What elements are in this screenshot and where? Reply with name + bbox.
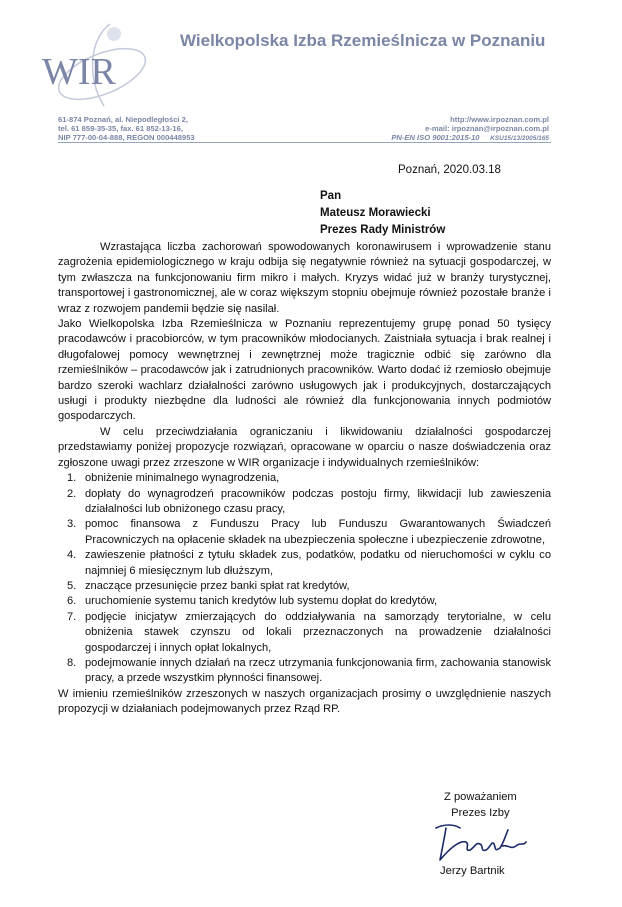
list-item-number: 7. [67, 610, 77, 623]
closing-block [444, 790, 517, 821]
logo-lettering: WIR [42, 51, 116, 93]
letter-date: Poznań, 2020.03.18 [398, 164, 501, 176]
list-item-text: zawieszenie płatności z tytułu składek zus, podatków, podatku od nieruchomości w cyklu co najmniej 6 miesięcznym lub dłuższym, [85, 549, 551, 577]
proposals-list [58, 471, 551, 687]
list-item-text: znaczące przesunięcie przez banki spłat rat kredytów, [85, 579, 350, 592]
phone-line: tel. 61 859-35-35, fax. 61 852-13-16, [58, 124, 183, 134]
list-item-number: 1. [67, 472, 77, 485]
paragraph-proposals: W celu przeciwdziałania ograniczaniu i likwidowaniu działalności gospodarczej przedstawiamy poniżej propozycje rozwiązań, opracowane w oparciu o nasze doświadczenia oraz zgłoszone uwagi przez zrzeszone w WIR organizacje i indywidualnych rzemieślników: [58, 425, 551, 469]
list-item [58, 471, 551, 486]
organization-name: Wielkopolska Izba Rzemieślnicza w Poznaniu [180, 31, 546, 50]
list-item-text: uruchomienie systemu tanich kredytów lub systemu dopłat do kredytów, [85, 595, 438, 608]
addressee-title: Prezes Rady Ministrów [320, 224, 446, 236]
list-item [58, 610, 551, 656]
list-item [58, 656, 551, 687]
tax-id-line: NIP 777-00-04-888, REGON 000448953 [58, 133, 195, 143]
list-item-number: 4. [67, 549, 77, 562]
closing-role: Prezes Izby [451, 806, 510, 819]
list-item-number: 5. [67, 579, 77, 592]
addressee-name: Mateusz Morawiecki [320, 207, 431, 219]
letterhead-contact [391, 115, 549, 144]
closing-regards: Z poważaniem [444, 791, 517, 803]
addressee-salutation: Pan [320, 190, 342, 202]
list-item [58, 517, 551, 548]
list-item [58, 594, 551, 609]
letter-body [58, 240, 551, 718]
paragraph-request: W imieniu rzemieślników zrzeszonych w naszych organizacjach prosimy o uwzględnienie naszych propozycji w działaniach podejmowanych przez Rząd RP. [58, 687, 551, 716]
website-link[interactable]: http://www.irpoznan.com.pl [450, 115, 549, 124]
list-item-text: podjęcie inicjatyw zmierzających do oddziaływania na samorządy terytorialne, w celu obniżenia stawek czynszu od lokali przeznaczonych na prowadzenie działalności gospodarczej i innych opłat lokalnych, [85, 610, 551, 654]
list-item [58, 579, 551, 594]
paragraph-representation: Jako Wielkopolska Izba Rzemieślnicza w Poznaniu reprezentujemy grupę ponad 50 tysięcy pracodawców i pracobiorców, w tym pracowników młodocianych. Zaistniała sytuacja i brak realnej i długofalowej pomocy wewnętrznej i zewnętrznej może tragicznie odbić się zarówno dla rzemieślników – pracodawców jak i zatrudnionych pracowników. Warto dodać iż rzemiosło obejmuje bardzo szeroki wachlarz działalności zarówno usługowych jak i produkcyjnych, dostarczających usługi i produkty niezbędne dla ludności ale również dla funkcjonowania innych podmiotów gospodarczych. [58, 318, 551, 423]
list-item-text: podejmowanie innych działań na rzecz utrzymania funkcjonowania firm, zachowania stanowisk pracy, a przede wszystkim płynności finansowej. [85, 656, 551, 685]
addressee-block [320, 188, 445, 239]
list-item-number: 2. [67, 487, 77, 500]
email-link[interactable]: e-mail: irpoznan@irpoznan.com.pl [425, 124, 549, 134]
list-item-text: obniżenie minimalnego wynagrodzenia, [85, 472, 280, 485]
ksu-code: KSU15/13/2005/165 [490, 135, 549, 143]
list-item-number: 8. [67, 656, 77, 669]
address-line: 61-874 Poznań, al. Niepodległości 2, [58, 115, 188, 124]
iso-certification: PN-EN ISO 9001:2015-10 [391, 133, 480, 143]
handwritten-signature [430, 820, 530, 869]
letterhead-divider [58, 142, 551, 143]
wir-logo [40, 18, 160, 110]
list-item-number: 6. [67, 595, 77, 608]
letterhead-address [58, 115, 195, 143]
list-item [58, 548, 551, 579]
list-item-number: 3. [67, 518, 77, 531]
signer-name: Jerzy Bartnik [440, 865, 505, 877]
list-item [58, 487, 551, 518]
list-item-text: pomoc finansowa z Funduszu Pracy lub Funduszu Gwarantowanych Świadczeń Pracowniczych na opłacenie składek na ubezpieczenia społeczne i ubezpieczenie zdrowotne, [85, 518, 551, 546]
paragraph-intro: Wzrastająca liczba zachorowań spowodowanych koronawirusem i wprowadzenie stanu zagrożenia epidemiologicznego w kraju odbija się negatywnie również na sytuacji gospodarczej, w tym zwłaszcza na funkcjonowaniu firm mikro i małych. Kryzys widać już w branży turystycznej, transportowej i gastronomicznej, ale w coraz większym stopniu obejmuje również pozostałe branże i wraz z rozwojem pandemii będzie się nasilał. [58, 241, 551, 315]
list-item-text: dopłaty do wynagrodzeń pracowników podczas postoju firmy, likwidacji lub zawieszenia działalności lub obniżonego czasu pracy, [85, 487, 551, 515]
